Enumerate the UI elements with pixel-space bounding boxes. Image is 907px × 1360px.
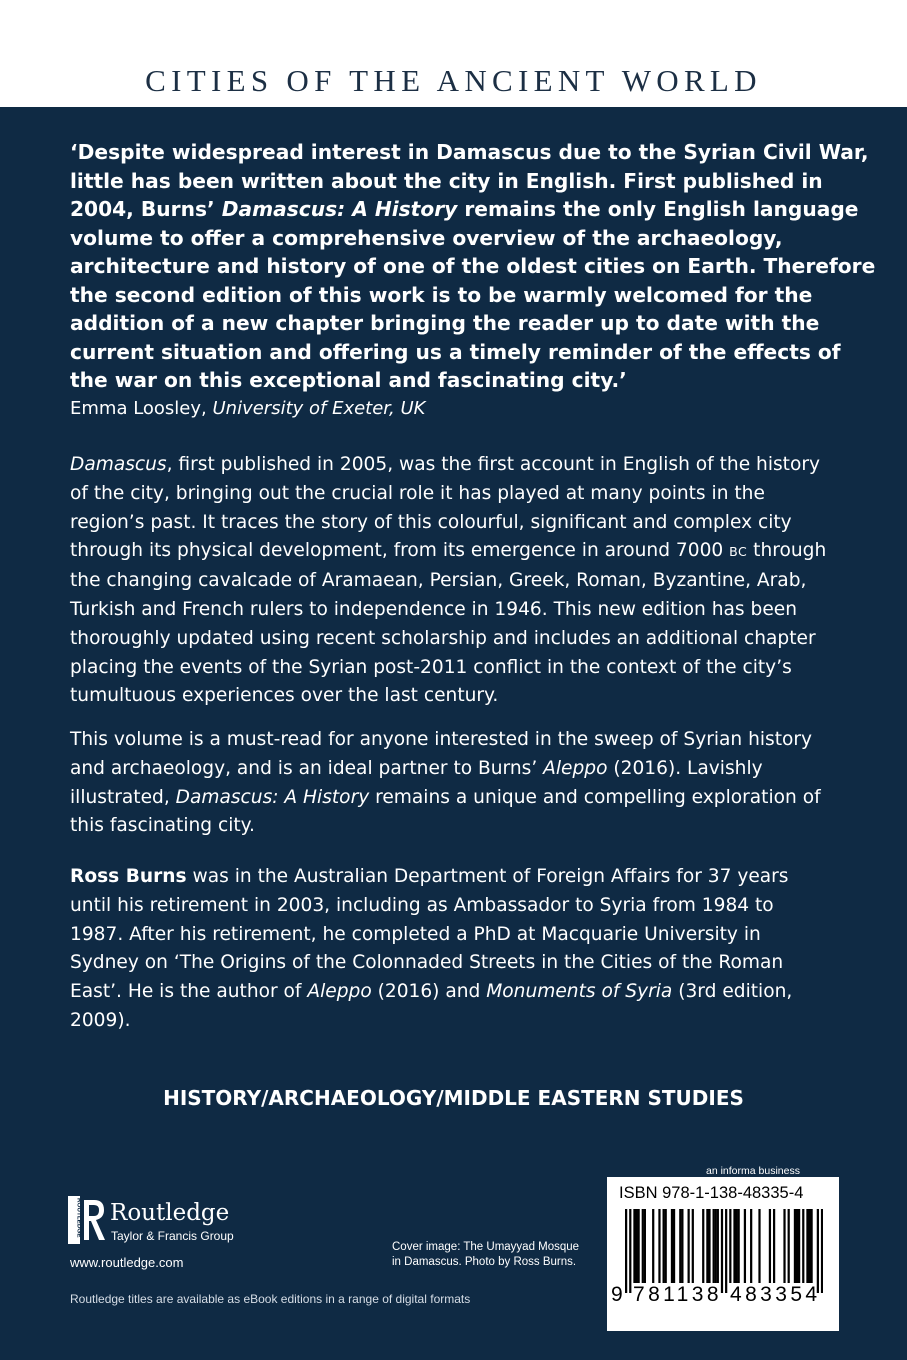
text-line: tumultuous experiences over the last century. [70, 685, 499, 707]
review-line: the second edition of this work is to be warmly welcomed for the [70, 282, 813, 307]
reviewer-affiliation: University of Exeter, UK [212, 398, 426, 419]
text-line: This volume is a must-read for anyone interested in the sweep of Syrian history [70, 729, 813, 750]
barcode-bar [788, 1209, 790, 1283]
barcode-bar [721, 1209, 723, 1293]
barcode-bar [702, 1209, 704, 1283]
barcode-bar [635, 1209, 637, 1283]
book-title: Damascus [70, 454, 167, 475]
text: illustrated, [70, 786, 176, 808]
author-name: Ross Burns [70, 866, 187, 887]
barcode-bar [665, 1209, 667, 1283]
barcode-bar [681, 1209, 683, 1283]
text: was in the Australian Department of Foreign Affairs for 37 years [186, 866, 789, 887]
series-banner [0, 0, 907, 107]
era-abbrev: BC [729, 544, 748, 560]
barcode-bar [625, 1209, 627, 1293]
review-attribution [70, 395, 425, 423]
barcode-bar [810, 1209, 812, 1283]
review-book-title: Damascus: A History [221, 197, 458, 221]
review-line: addition of a new chapter bringing the reader up to date with the [70, 311, 820, 335]
barcode-bar [713, 1209, 715, 1283]
text-line: this fascinating city. [70, 815, 255, 837]
text-line: Sydney on ‘The Origins of the Colonnaded Streets in the Cities of the Roman [70, 952, 784, 974]
book-title: Monuments of Syria [486, 981, 673, 1003]
barcode-bar [808, 1209, 810, 1283]
text: and archaeology, and is an ideal partner to Burns’ [70, 757, 544, 779]
barcode-bar [708, 1209, 710, 1283]
text-line [70, 863, 792, 892]
book-title: Aleppo [307, 981, 372, 1003]
barcode-bar [642, 1209, 644, 1283]
barcode-bar [821, 1209, 823, 1293]
text-line: region’s past. It traces the story of this colourful, significant and complex city [70, 511, 792, 533]
barcode-bar [673, 1209, 675, 1283]
barcode-bar [783, 1209, 785, 1283]
routledge-logo-icon [68, 1196, 106, 1244]
text-line: Turkish and French rulers to independence in 1946. This new edition has been [70, 598, 797, 620]
publisher-url[interactable]: www.routledge.com [70, 1255, 184, 1270]
text-line: until his retirement in 2003, including as Ambassador to Syria from 1984 to [70, 894, 774, 916]
subject-category: HISTORY/ARCHAEOLOGY/MIDDLE EASTERN STUDIES [163, 1086, 744, 1110]
text: (3rd edition, [672, 981, 793, 1003]
text: through [747, 540, 827, 562]
text: (2016) and [371, 981, 487, 1003]
barcode-bar [638, 1209, 640, 1283]
informa-tagline: an informa business [706, 1165, 800, 1177]
logo-vertical-text: ROUTLEDGE [75, 1198, 83, 1238]
text-line: placing the events of the Syrian post-2011 conflict in the context of the city’s [70, 656, 792, 678]
author-bio [70, 863, 792, 1036]
text-line: thoroughly updated using recent scholarship and includes an additional chapter [70, 627, 816, 649]
review-text: remains the only English language [457, 197, 859, 221]
barcode-bar [758, 1209, 760, 1283]
review-quote [70, 138, 876, 395]
review-line: architecture and history of one of the oldest cities on Earth. Therefore [70, 254, 876, 278]
barcode-bar [733, 1209, 735, 1283]
series-title: CITIES OF THE ANCIENT WORLD [145, 63, 762, 98]
text-line [70, 978, 792, 1007]
barcode-left-digits: 781138 [633, 1283, 722, 1306]
barcode-bar [725, 1209, 727, 1293]
review-line: little has been written about the city in English. First published in [70, 168, 823, 193]
barcode-bar [706, 1209, 708, 1283]
barcode-bar [715, 1209, 717, 1283]
publisher-name: Routledge [110, 1200, 230, 1226]
barcode-bar [798, 1209, 800, 1283]
barcode-bars [625, 1209, 823, 1293]
text: remains a unique and compelling exploration of [369, 786, 821, 808]
cover-credit [392, 1240, 579, 1270]
isbn-barcode [607, 1177, 839, 1331]
review-line: volume to offer a comprehensive overview of the archaeology, [70, 225, 783, 250]
barcode-bar [769, 1209, 771, 1283]
credit-line: Cover image: The Umayyad Mosque [392, 1241, 580, 1253]
barcode-bar [806, 1209, 808, 1283]
barcode-bar [671, 1209, 673, 1283]
barcode-bar [773, 1209, 775, 1283]
barcode-bar [663, 1209, 665, 1283]
text-line: 2009). [70, 1009, 131, 1031]
barcode-bar [738, 1209, 740, 1283]
review-line [70, 195, 859, 224]
barcode-right-digits: 483354 [730, 1283, 821, 1306]
barcode-bar [717, 1209, 719, 1283]
barcode-bar [750, 1209, 752, 1283]
barcode-bar [794, 1209, 796, 1283]
description-paragraph-1 [70, 451, 826, 711]
text: , first published in 2005, was the first account in English of the history [166, 454, 820, 475]
text-line: the changing cavalcade of Aramaean, Persian, Greek, Roman, Byzantine, Arab, [70, 570, 807, 592]
review-line: the war on this exceptional and fascinating city.’ [70, 368, 627, 392]
text-line: 1987. After his retirement, he completed a PhD at Macquarie University in [70, 923, 761, 945]
description-paragraph-2 [70, 726, 821, 841]
barcode-bar [652, 1209, 654, 1283]
text: (2016). Lavishly [607, 757, 763, 779]
publisher-group: Taylor & Francis Group [111, 1229, 234, 1243]
text-line [70, 451, 826, 480]
book-title: Aleppo [543, 757, 608, 779]
reviewer-name: Emma Loosley, [70, 398, 213, 419]
barcode-bar [633, 1209, 635, 1283]
text-line [70, 784, 821, 813]
text-line [70, 537, 826, 567]
isbn-label: ISBN 978-1-138-48335-4 [619, 1184, 804, 1202]
barcode-bar [796, 1209, 798, 1283]
barcode-bar [692, 1209, 694, 1283]
text-line: of the city, bringing out the crucial role it has played at many points in the [70, 482, 765, 504]
barcode-first-digit: 9 [611, 1283, 623, 1306]
ebook-note: Routledge titles are available as eBook editions in a range of digital formats [70, 1292, 471, 1306]
credit-line: in Damascus. Photo by Ross Burns. [392, 1256, 577, 1268]
barcode-bar [817, 1209, 819, 1293]
text: East’. He is the author of [70, 981, 308, 1003]
barcode-bar [744, 1209, 746, 1283]
barcode-bar [735, 1209, 737, 1283]
barcode-bar [688, 1209, 690, 1283]
barcode-bar [729, 1209, 731, 1283]
barcode-bar [679, 1209, 681, 1283]
barcode-bar [658, 1209, 660, 1283]
review-line: ‘Despite widespread interest in Damascus due to the Syrian Civil War, [70, 140, 869, 164]
book-title: Damascus: A History [175, 786, 370, 808]
barcode-bar [802, 1209, 804, 1283]
text-line [70, 755, 821, 784]
review-line: current situation and offering us a timely reminder of the effects of [70, 339, 841, 364]
text: through its physical development, from its emergence in around 7000 [70, 540, 730, 562]
barcode-bar [629, 1209, 631, 1293]
barcode-bar [644, 1209, 646, 1283]
review-text: 2004, Burns’ [70, 197, 222, 221]
